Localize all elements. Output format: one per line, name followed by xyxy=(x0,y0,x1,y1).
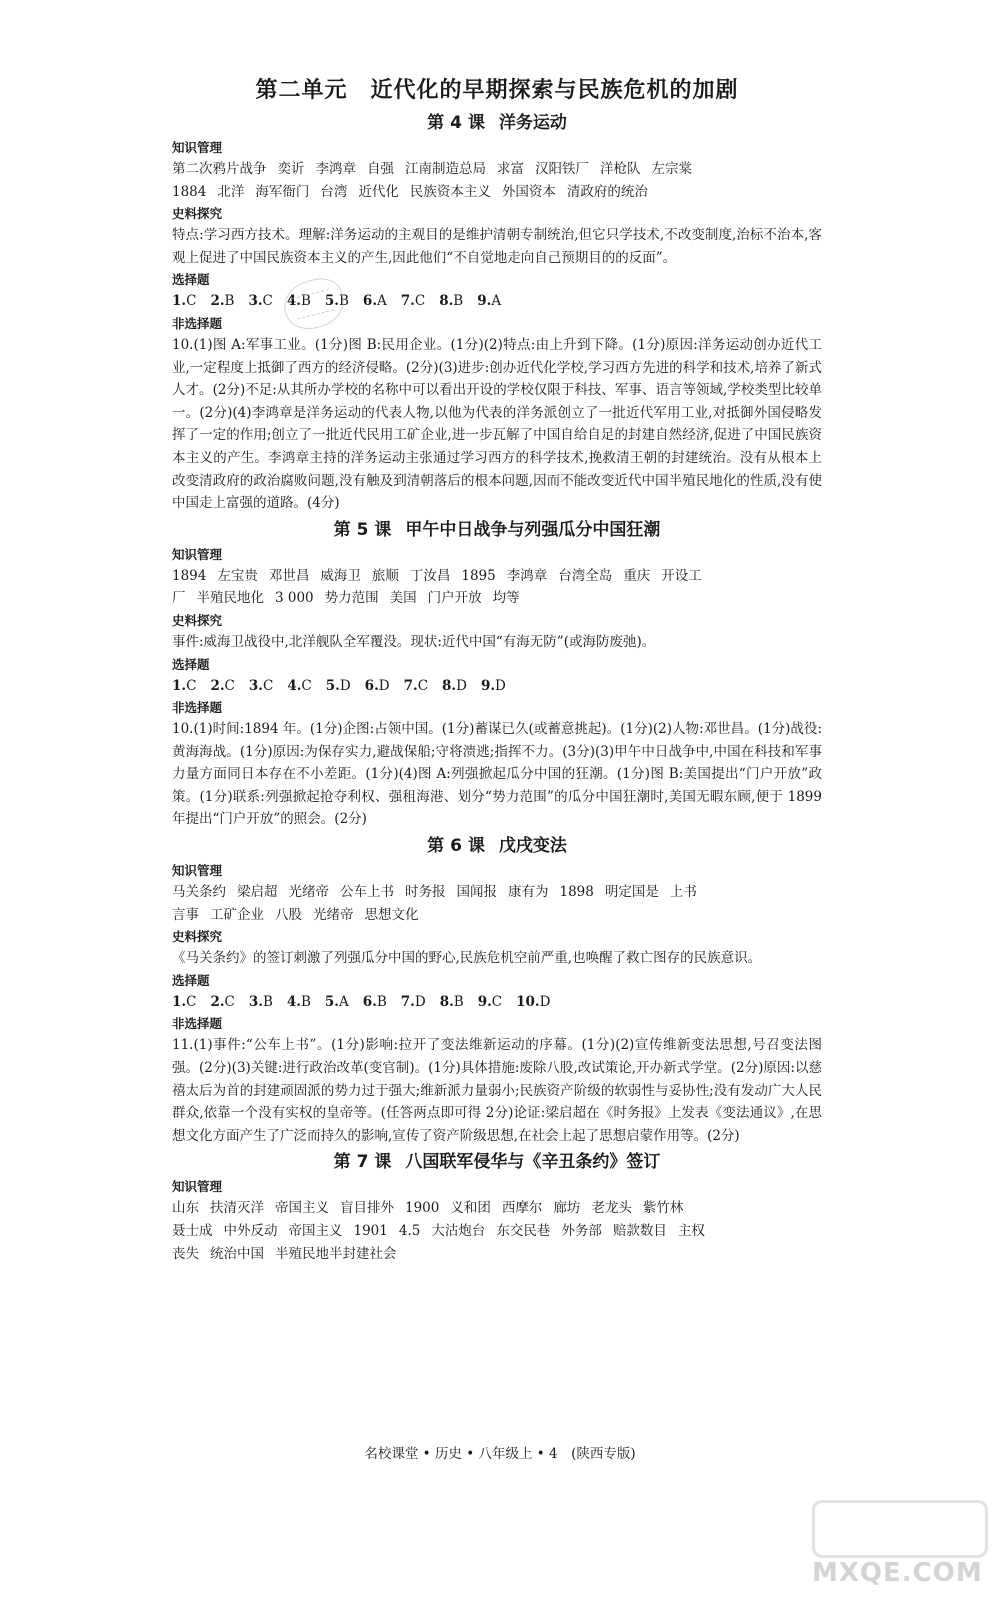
term: 半殖民地半封建社会 xyxy=(275,1245,397,1262)
answer-item: 7.C xyxy=(403,677,429,694)
term: 美国 xyxy=(389,590,417,607)
term: 康有为 xyxy=(508,884,549,901)
term: 旅顺 xyxy=(371,567,399,584)
term: 义和团 xyxy=(450,1200,491,1217)
term: 开设工 xyxy=(661,567,702,584)
term: 左宝贵 xyxy=(217,567,258,584)
source-label: 史料探究 xyxy=(172,206,223,222)
lesson-4-nonchoice-answer: 10.(1)图 A:军事工业。(1分)图 B:民用企业。(1分)(2)特点:由上升到下降。(1分)原因:洋务运动创办近代工业,一定程度上抵御了西方的经济侵略。(2分)(3)进步:创办近代化学校,学习西方先进的科学和技术,培养了新式人才。(2分)不足:从其所办学校的名称中可以看出开设的学校仅限于科技、军事、语言等领域,学校类型比较单一。(2分)(4)李鸿章是洋务运动的代表人物,以他为代表的洋务派创立了一批近代军用工业,对抵御外国侵略发挥了一定的作用;创立了一批近代民用工矿企业,进一步瓦解了中国自给自足的封建自然经济,促进了中国民族资本主义的产生。李鸿章主持的洋务运动主张通过学习西方的科学技术,挽救清王朝的封建统治。没有从根本上改变清政府的政治腐败问题,没有触及到清朝落后的根本问题,因而不能改变近代中国半殖民地化的性质,没有使中国走上富强的道路。(4分) xyxy=(172,336,822,512)
lesson-6-terms xyxy=(172,881,822,926)
term: 民族资本主义 xyxy=(409,183,491,200)
lesson-name: 甲午中日战争与列强瓜分中国狂潮 xyxy=(405,519,661,540)
term: 马关条约 xyxy=(172,884,226,901)
lesson-7-title xyxy=(172,1149,822,1175)
term: 八股 xyxy=(275,906,302,923)
lesson-5-source-answer: 事件:威海卫战役中,北洋舰队全军覆没。现状:近代中国“有海无防”(或海防废弛)。 xyxy=(172,633,656,650)
choice-label: 选择题 xyxy=(172,272,210,288)
answer-item: 9.D xyxy=(480,677,506,694)
term: 邓世昌 xyxy=(268,567,310,584)
terms-line xyxy=(172,565,822,588)
lesson-6-title xyxy=(172,833,822,859)
term: 聂士成 xyxy=(172,1223,213,1239)
term: 第二次鸦片战争 xyxy=(172,161,267,177)
term: 3 000 xyxy=(275,590,314,607)
nonchoice-label: 非选择题 xyxy=(172,700,223,716)
answer-item: 7.C xyxy=(400,293,426,310)
term: 国闻报 xyxy=(456,884,497,901)
source-label: 史料探究 xyxy=(172,612,223,628)
term: 老龙头 xyxy=(591,1200,632,1217)
term: 西摩尔 xyxy=(501,1200,543,1217)
lesson-5-choice-answers xyxy=(172,675,822,698)
term: 丁汝昌 xyxy=(409,567,451,584)
answer-item: 1.C xyxy=(172,293,197,310)
watermark-text: MXQE.COM xyxy=(812,1558,983,1588)
terms-line xyxy=(172,1220,822,1243)
answer-item: 5.A xyxy=(324,993,349,1010)
lesson-number: 第 7 课 xyxy=(333,1152,392,1173)
answer-item: 9.A xyxy=(477,293,502,310)
lesson-name: 洋务运动 xyxy=(498,113,567,133)
term: 时务报 xyxy=(405,884,446,901)
answer-item: 10.D xyxy=(516,993,551,1010)
knowledge-label: 知识管理 xyxy=(172,1179,223,1195)
term: 上书 xyxy=(669,884,697,901)
nonchoice-label: 非选择题 xyxy=(172,1016,223,1032)
lesson-4-source-answer: 特点:学习西方技术。理解:洋务运动的主观目的是维护清朝专制统治,但它只学技术,不改变制度,治标不治本,客观上促进了中国民族资本主义的产生,因此他们“不自觉地走向自己预期目的的反面”。 xyxy=(172,227,822,266)
answer-item: 4.B xyxy=(286,993,311,1010)
term: 统治中国 xyxy=(210,1245,264,1262)
choice-label: 选择题 xyxy=(172,972,210,988)
term: 外国资本 xyxy=(501,183,556,200)
term: 门户开放 xyxy=(427,590,482,607)
term: 明定国是 xyxy=(604,884,659,901)
term: 帝国主义 xyxy=(288,1223,343,1239)
lesson-name: 戊戌变法 xyxy=(498,836,567,857)
term: 言事 xyxy=(172,906,199,923)
term: 1900 xyxy=(405,1200,440,1217)
answer-item: 1.C xyxy=(172,993,197,1010)
answer-item: 3.B xyxy=(248,993,273,1010)
lesson-6-nonchoice-answer: 11.(1)事件:“公车上书”。(1分)影响:拉开了变法维新运动的序幕。(1分)(2)宣传维新变法思想,号召变法图强。(2分)(3)关键:进行政治改革(变官制)。(1分)具体措施:废除八股,改试策论,开办新式学堂。(2分)原因:以慈禧太后为首的封建顽固派的势力过于强大;维新派力量弱小;民族资产阶级的软弱性与妥协性;没有发动广大人民群众,依靠一个没有实权的皇帝等。(任答两点即可得 2分)论证:梁启超在《时务报》上发表《变法通议》,在思想文化方面产生了广泛而持久的影响,宣传了资产阶级思想,在社会上起了思想启蒙作用等。(2分) xyxy=(172,1037,822,1144)
answer-item: 5.D xyxy=(325,677,351,694)
term: 势力范围 xyxy=(324,590,379,607)
answer-item: 5.B xyxy=(324,293,349,310)
term: 江南制造总局 xyxy=(405,161,486,177)
answer-item: 2.C xyxy=(210,677,235,694)
term: 北洋 xyxy=(217,183,245,200)
lesson-name: 八国联军侵华与《辛丑条约》签订 xyxy=(405,1152,661,1173)
terms-line xyxy=(172,158,822,181)
choice-label: 选择题 xyxy=(172,656,210,672)
term: 洋枪队 xyxy=(600,161,641,177)
term: 1901 xyxy=(353,1223,388,1239)
unit-title: 第二单元 近代化的早期探索与民族危机的加剧 xyxy=(255,78,739,103)
term: 威海卫 xyxy=(320,567,361,584)
answer-item: 3.C xyxy=(248,677,274,694)
knowledge-label: 知识管理 xyxy=(172,863,223,879)
terms-line xyxy=(172,1243,822,1266)
site-watermark-logo xyxy=(812,1500,982,1594)
terms-line xyxy=(172,587,822,610)
answer-item: 6.A xyxy=(362,293,387,310)
answer-item: 3.C xyxy=(248,293,273,310)
term: 近代化 xyxy=(358,183,399,200)
term: 左宗棠 xyxy=(651,161,692,177)
page-footer: 名校课堂 • 历史 • 八年级上 • 4 (陕西专版) xyxy=(364,1446,636,1462)
source-label: 史料探究 xyxy=(172,929,223,945)
term: 外务部 xyxy=(561,1223,602,1239)
lesson-5-nonchoice-answer: 10.(1)时间:1894 年。(1分)企图:占领中国。(1分)蓄谋已久(或蓄意挑起)。(1分)(2)人物:邓世昌。(1分)战役:黄海海战。(1分)原因:为保存实力,避战保船;守将溃逃;指挥不力。(3分)(3)甲午中日战争中,中国在科技和军事力量方面同日本存在不小差距。(1分)(4)图 A:列强掀起瓜分中国的狂潮。(1分)图 B:美国提出“门户开放”政策。(1分)联系:列强掀起抢夺利权、强租海港、划分“势力范围”的瓜分中国狂潮时,美国无暇东顾,便于 1899 年提出“门户开放”的照会。(2分) xyxy=(172,721,822,828)
lesson-4-choice-answers xyxy=(172,290,822,313)
lesson-number: 第 6 课 xyxy=(427,836,485,857)
lesson-4-title xyxy=(172,110,822,136)
lesson-number: 第 4 课 xyxy=(427,113,485,133)
term: 台湾 xyxy=(320,183,348,200)
lesson-4-terms xyxy=(172,158,822,203)
answer-item: 4.C xyxy=(287,677,312,694)
answer-item: 2.C xyxy=(210,993,235,1010)
term: 厂 xyxy=(172,590,186,607)
terms-line xyxy=(172,881,822,904)
term: 工矿企业 xyxy=(210,906,264,923)
answer-item: 8.D xyxy=(442,677,467,694)
term: 4.5 xyxy=(398,1223,421,1239)
term: 丧失 xyxy=(172,1245,199,1262)
terms-line xyxy=(172,904,822,927)
answer-item: 2.B xyxy=(210,293,235,310)
term: 山东 xyxy=(172,1200,199,1217)
term: 重庆 xyxy=(623,567,651,584)
term: 台湾全岛 xyxy=(558,567,613,584)
term: 扶清灭洋 xyxy=(210,1200,264,1217)
lesson-5-terms xyxy=(172,565,822,610)
watermark-logo-icon xyxy=(812,1500,988,1558)
answer-item: 8.B xyxy=(439,993,464,1010)
term: 中外反动 xyxy=(223,1223,278,1239)
answer-item: 6.D xyxy=(364,677,390,694)
term: 1895 xyxy=(461,567,496,584)
lesson-5-title xyxy=(172,517,822,543)
knowledge-label: 知识管理 xyxy=(172,546,223,562)
term: 光绪帝 xyxy=(288,884,329,901)
term: 帝国主义 xyxy=(275,1200,329,1217)
term: 东交民巷 xyxy=(496,1223,551,1239)
answer-item: 6.B xyxy=(362,993,387,1010)
term: 汉阳铁厂 xyxy=(535,161,589,177)
term: 均等 xyxy=(492,590,520,607)
term: 求富 xyxy=(497,161,524,177)
term: 廊坊 xyxy=(553,1200,581,1217)
answer-item: 7.D xyxy=(400,993,426,1010)
answer-item: 4.B xyxy=(286,293,311,310)
lesson-6-choice-answers xyxy=(172,991,822,1014)
nonchoice-label: 非选择题 xyxy=(172,315,223,331)
terms-line xyxy=(172,1197,822,1220)
term: 1898 xyxy=(559,884,594,901)
term: 梁启超 xyxy=(237,884,278,901)
page-content xyxy=(172,76,822,1265)
term: 1884 xyxy=(172,183,207,200)
lesson-number: 第 5 课 xyxy=(333,519,392,540)
term: 主权 xyxy=(677,1223,705,1239)
term: 海军衙门 xyxy=(255,183,310,200)
answer-item: 8.B xyxy=(439,293,464,310)
lesson-6-source-answer: 《马关条约》的签订刺激了列强瓜分中国的野心,民族危机空前严重,也唤醒了救亡图存的民族意识。 xyxy=(172,950,762,967)
term: 清政府的统治 xyxy=(566,183,648,200)
term: 思想文化 xyxy=(364,906,419,923)
lesson-7-terms xyxy=(172,1197,822,1265)
term: 半殖民地化 xyxy=(196,590,264,607)
term: 1894 xyxy=(172,567,207,584)
term: 光绪帝 xyxy=(313,906,354,923)
term: 公车上书 xyxy=(340,884,394,901)
knowledge-label: 知识管理 xyxy=(172,140,223,155)
term: 紫竹林 xyxy=(642,1200,684,1217)
terms-line xyxy=(172,181,822,204)
term: 大沽炮台 xyxy=(431,1223,486,1239)
term: 盲目排外 xyxy=(340,1200,394,1217)
term: 自强 xyxy=(367,161,394,177)
term: 李鸿章 xyxy=(315,161,356,177)
term: 李鸿章 xyxy=(506,567,548,584)
answer-item: 9.C xyxy=(477,993,503,1010)
term: 奕䜣 xyxy=(277,161,305,177)
term: 赔款数目 xyxy=(612,1223,667,1239)
answer-item: 1.C xyxy=(172,677,197,694)
